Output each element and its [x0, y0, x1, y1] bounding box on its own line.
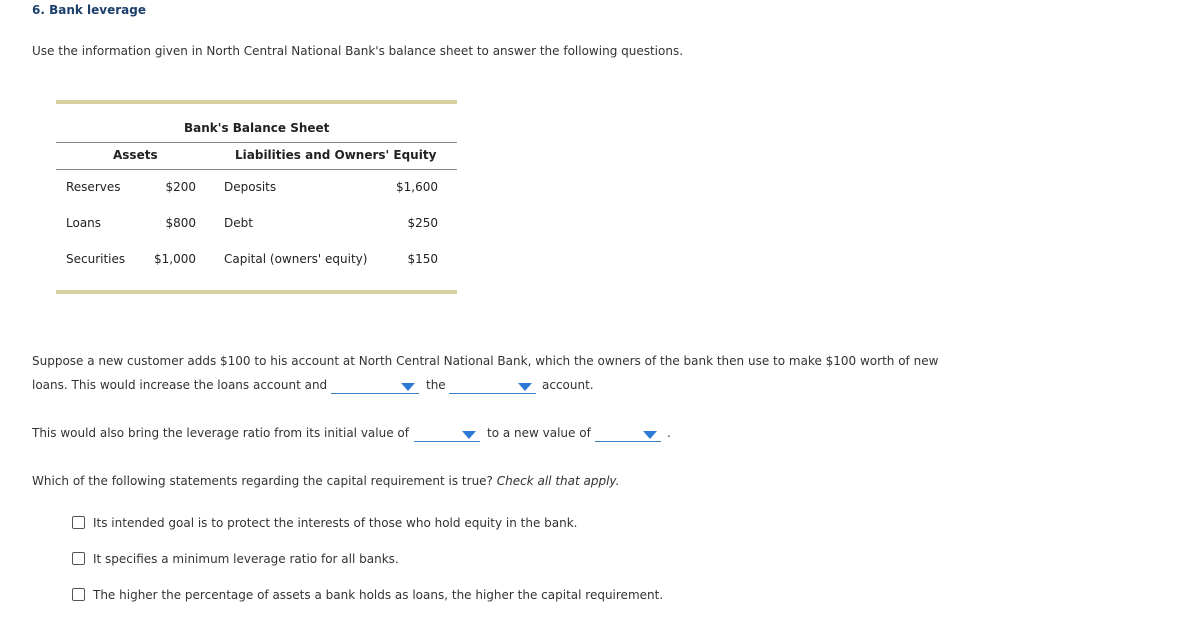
- chevron-down-icon: [401, 383, 415, 391]
- asset-label: Reserves: [66, 180, 121, 194]
- part3-question: [32, 474, 619, 488]
- asset-value: $800: [165, 216, 196, 230]
- liability-label: Capital (owners' equity): [224, 252, 368, 266]
- part2-start: This would also bring the leverage ratio from its initial value of: [32, 426, 409, 440]
- liability-value: $1,600: [396, 180, 438, 194]
- option-checkbox-3[interactable]: [72, 588, 85, 601]
- table-top-border: [56, 100, 457, 104]
- balance-sheet-caption: Bank's Balance Sheet: [184, 121, 330, 135]
- asset-value: $1,000: [154, 252, 196, 266]
- caption-divider: [56, 142, 457, 143]
- option-label-1[interactable]: Its intended goal is to protect the interests of those who hold equity in the bank.: [93, 516, 578, 530]
- increase-account-dropdown-2[interactable]: [449, 379, 536, 394]
- part3-question-text: Which of the following statements regarding the capital requirement is true?: [32, 474, 493, 488]
- initial-leverage-dropdown[interactable]: [414, 427, 480, 442]
- liabilities-header: Liabilities and Owners' Equity: [235, 148, 437, 162]
- header-divider: [56, 169, 457, 170]
- liability-label: Deposits: [224, 180, 277, 194]
- liability-label: Debt: [224, 216, 253, 230]
- part1-mid: the: [426, 378, 446, 392]
- chevron-down-icon: [462, 431, 476, 439]
- assets-header: Assets: [113, 148, 158, 162]
- part3-instruction: Check all that apply.: [496, 474, 620, 488]
- asset-value: $200: [165, 180, 196, 194]
- intro-text: Use the information given in North Central National Bank's balance sheet to answer the following questions.: [32, 44, 684, 58]
- asset-label: Loans: [66, 216, 102, 230]
- part1-end: account.: [542, 378, 594, 392]
- liability-value: $150: [407, 252, 438, 266]
- question-title: 6. Bank leverage: [32, 3, 146, 17]
- option-checkbox-1[interactable]: [72, 516, 85, 529]
- new-leverage-dropdown[interactable]: [595, 427, 661, 442]
- part1-line1: Suppose a new customer adds $100 to his account at North Central National Bank, which the owners of the bank then use to make $100 worth of new: [32, 354, 939, 368]
- chevron-down-icon: [518, 383, 532, 391]
- option-checkbox-2[interactable]: [72, 552, 85, 565]
- part2-end: .: [667, 426, 671, 440]
- option-label-2[interactable]: It specifies a minimum leverage ratio for all banks.: [93, 552, 399, 566]
- asset-label: Securities: [66, 252, 126, 266]
- liability-value: $250: [407, 216, 438, 230]
- option-label-3[interactable]: The higher the percentage of assets a bank holds as loans, the higher the capital requirement.: [93, 588, 664, 602]
- part2-mid: to a new value of: [487, 426, 591, 440]
- chevron-down-icon: [643, 431, 657, 439]
- increase-account-dropdown-1[interactable]: [331, 379, 419, 394]
- part1-line2-start: loans. This would increase the loans account and: [32, 378, 328, 392]
- table-bottom-border: [56, 290, 457, 294]
